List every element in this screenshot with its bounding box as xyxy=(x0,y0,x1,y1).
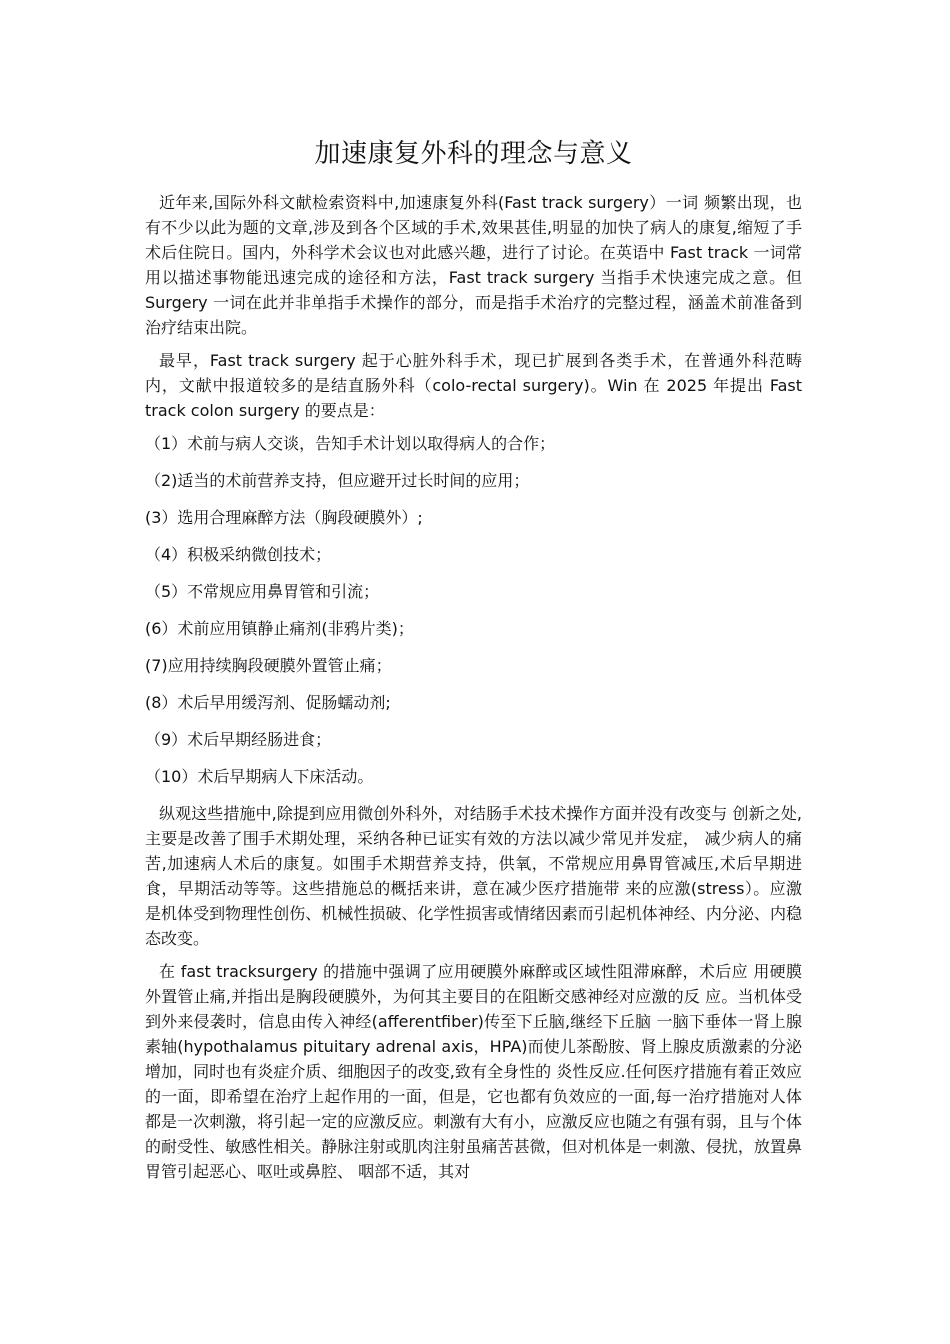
key-points-list xyxy=(145,431,802,789)
list-item: （5）不常规应用鼻胃管和引流； xyxy=(145,582,380,601)
intro-paragraph-2: 最早，Fast track surgery 起于心脏外科手术，现已扩展到各类手术，在普通外科范畴内，文献中报道较多的是结直肠外科（colo-rectal surgery)。Win 在 2025 年提出 Fast track colon surgery 的要点是： xyxy=(145,351,802,420)
list-item: (7)应用持续胸段硬膜外置管止痛； xyxy=(145,656,392,675)
list-item: (8）术后早用缓泻剂、促肠蠕动剂; xyxy=(145,693,391,712)
body-paragraph-2: 在 fast tracksurgery 的措施中强调了应用硬膜外麻醉或区域性阻滞麻醉，术后应 用硬膜外置管止痛,并指出是胸段硬膜外，为何其主要目的在阻断交感神经对应激的反 应。当机体受到外来侵袭时，信息由传入神经(afferentfiber)传至下丘脑,继经下丘脑 一脑下垂体一肾上腺素轴(hypothalamus pituitary adrenal axis，HPA)而使儿茶酚胺、肾上腺皮质激素的分泌增加，同时也有炎症介质、细胞因子的改变,致有全身性的 炎性反应.任何医疗措施有着正效应的一面，即希望在治疗上起作用的一面，但是，它也都有负效应的一面,每一治疗措施对人体都是一次刺激，将引起一定的应激反应。刺激有大有小，应激反应也随之有强有弱，且与个体的耐受性、敏感性相关。静脉注射或肌肉注射虽痛苦甚微，但对机体是一刺激、侵扰，放置鼻胃管引起恶心、呕吐或鼻腔、 咽部不适，其对 xyxy=(145,962,802,1181)
list-item: （2)适当的术前营养支持，但应避开过长时间的应用； xyxy=(145,471,530,490)
list-item: （4）积极采纳微创技术； xyxy=(145,545,332,564)
list-item: （9）术后早期经肠进食； xyxy=(145,730,332,749)
list-item: (3）选用合理麻醉方法（胸段硬膜外）; xyxy=(145,508,423,527)
list-item: (6）术前应用镇静止痛剂(非鸦片类)； xyxy=(145,619,414,638)
intro-paragraph-1: 近年来,国际外科文献检索资料中,加速康复外科(Fast track surgery）一词 频繁出现，也有不少以此为题的文章,涉及到各个区域的手术,效果甚佳,明显的加快了病人的康复,缩短了手术后住院日。国内，外科学术会议也对此感兴趣，进行了讨论。在英语中 Fast track 一词常用以描述事物能迅速完成的途径和方法，Fast track surgery 当指手术快速完成之意。但 Surgery 一词在此并非单指手术操作的部分，而是指手术治疗的完整过程，涵盖术前准备到治疗结束出院。 xyxy=(145,193,802,337)
list-item: （10）术后早期病人下床活动。 xyxy=(145,767,374,786)
list-item: （1）术前与病人交谈，告知手术计划以取得病人的合作； xyxy=(145,434,556,453)
page-title: 加速康复外科的理念与意义 xyxy=(314,139,633,169)
body-paragraph-1: 纵观这些措施中,除提到应用微创外科外，对结肠手术技术操作方面并没有改变与 创新之处,主要是改善了围手术期处理，采纳各种已证实有效的方法以减少常见并发症， 减少病人的痛苦,加速病人术后的康复。如围手术期营养支持，供氧，不常规应用鼻胃管减压,术后早期进食，早期活动等等。这些措施总的概括来讲，意在减少医疗措施带 来的应激(stress）。应激是机体受到物理性创伤、机械性损破、化学性损害或情绪因素而引起机体神经、内分泌、内稳态改变。 xyxy=(145,804,802,948)
